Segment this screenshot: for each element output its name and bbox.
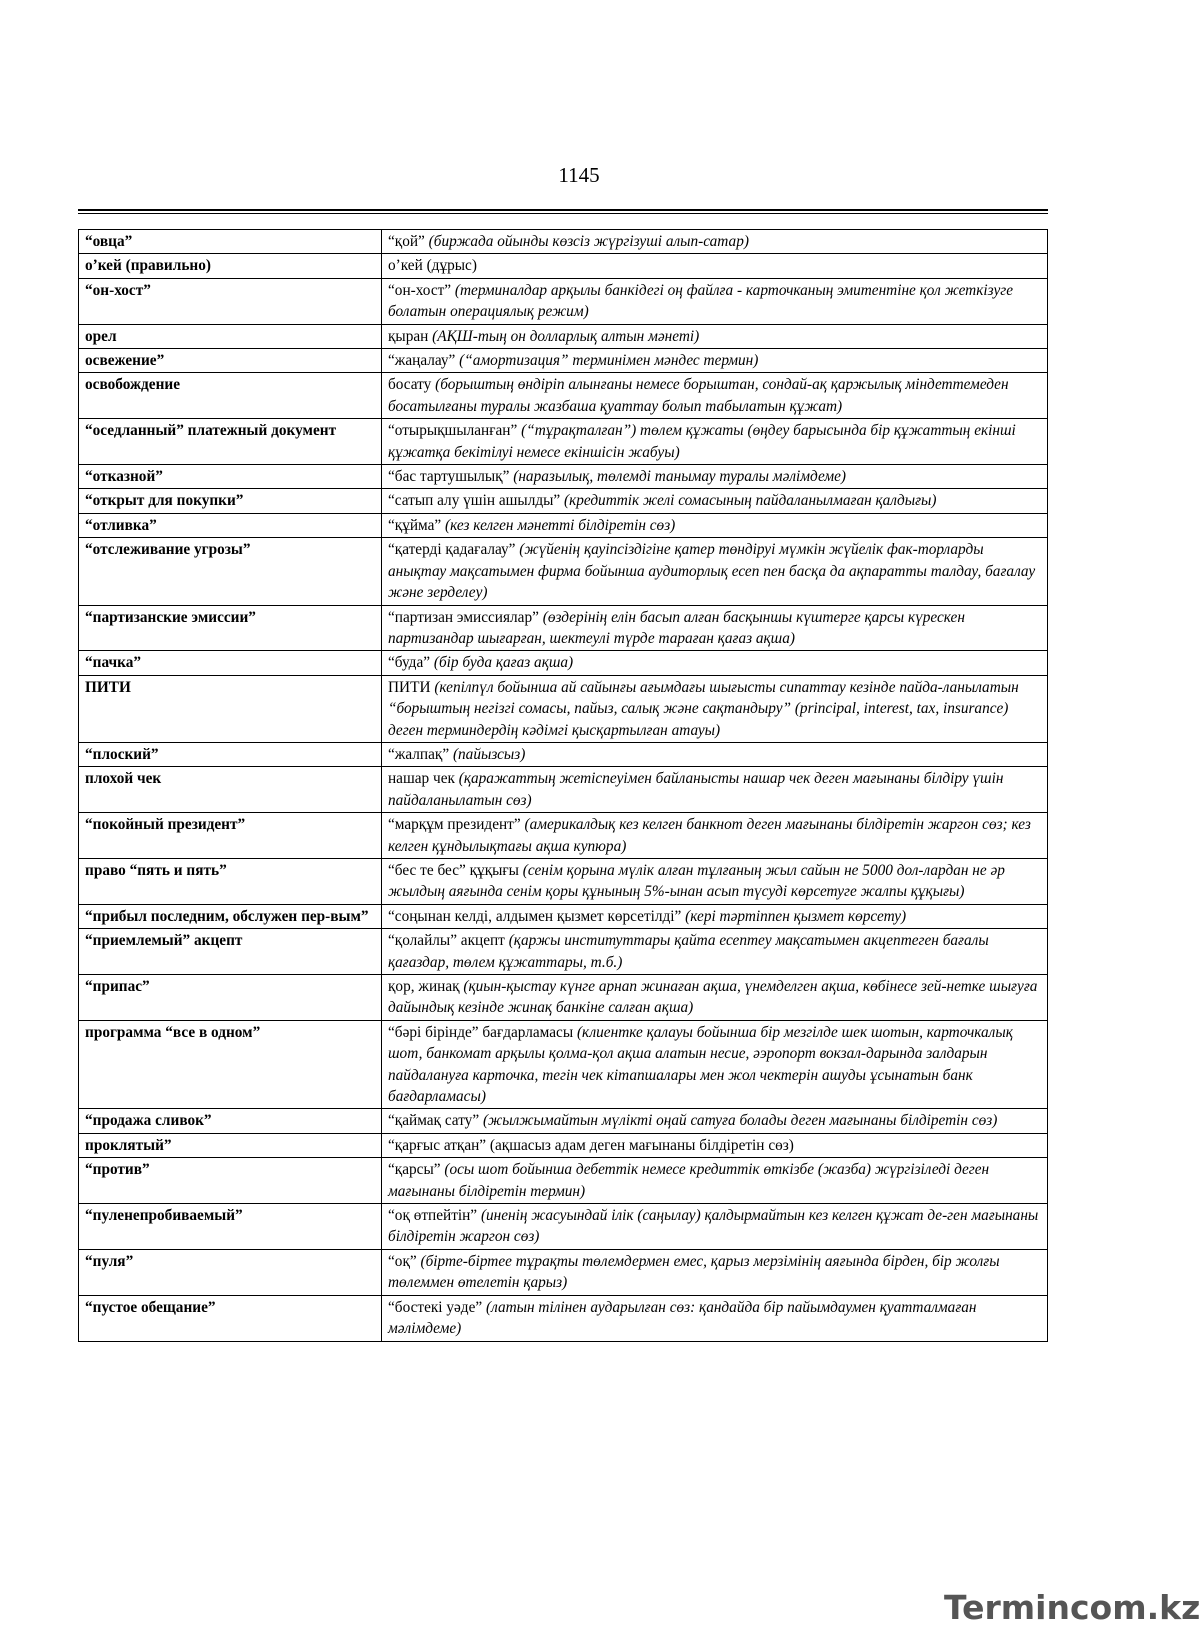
term-cell: “отказной” <box>79 465 382 489</box>
definition-plain: босату <box>388 376 436 394</box>
definition-plain: “қарғыс атқан” (ақшасыз адам деген мағынаны білдіретін сөз) <box>388 1136 794 1154</box>
table-row <box>79 651 1048 675</box>
definition-gloss: (наразылық, төлемді танымау туралы мәлімдеме) <box>513 468 847 486</box>
definition-gloss: (кез келген мәнетті білдіретін сөз) <box>445 516 676 534</box>
term-cell: ПИТИ <box>79 675 382 742</box>
table-row <box>79 373 1048 419</box>
definition-plain: “құйма” <box>388 516 446 534</box>
definition-cell <box>382 1158 1048 1204</box>
table-row <box>79 1020 1048 1109</box>
definition-gloss: (“тұрақталған”) төлем құжаты (өңдеу барысында бір құжаттың екінші құжатқа бекітілуі немесе екіншісін жабуы) <box>388 422 1016 461</box>
definition-cell <box>382 513 1048 537</box>
definition-plain: “қарсы” <box>388 1161 445 1179</box>
definition-plain: “соңынан келді, алдымен қызмет көрсетілді” <box>388 907 686 925</box>
term-cell: “открыт для покупки” <box>79 489 382 513</box>
table-row <box>79 1295 1048 1341</box>
table-row <box>79 230 1048 254</box>
definition-plain: “он-хост” <box>388 281 455 299</box>
page-number: 1145 <box>558 163 600 187</box>
definition-gloss: (осы шот бойынша дебеттік немесе кредиттік өткізбе (жазба) жүргізіледі деген мағынаны білдіретін термин) <box>388 1161 990 1200</box>
table-row <box>79 1158 1048 1204</box>
table-row <box>79 419 1048 465</box>
definition-plain: “бас тартушылық” <box>388 468 514 486</box>
table-row <box>79 349 1048 373</box>
header-rule-thin <box>78 213 1048 214</box>
table-row <box>79 975 1048 1021</box>
term-cell: “против” <box>79 1158 382 1204</box>
logo-text: Termincom.kz <box>944 1588 1200 1627</box>
definition-plain: “қой” <box>388 233 429 250</box>
definition-plain: “оқ өтпейтін” <box>388 1207 481 1225</box>
table-row <box>79 538 1048 605</box>
definition-cell <box>382 324 1048 348</box>
definition-gloss: (кепілпүл бойынша ай сайынғы ағымдағы шығысты сипаттау кезінде пайда-ланылатын “борыштың негізгі сомасы, пайыз, салық және сақтандыру” (principal, interest, tax, insurance) деген терминдердің кәдімгі қысқартылған атауы) <box>388 678 1019 739</box>
table-row <box>79 767 1048 813</box>
term-cell: “приемлемый” акцепт <box>79 929 382 975</box>
definition-gloss: (қаржы институттары қайта есептеу мақсатымен акцептеген бағалы қағаздар, төлем құжаттары, т.б.) <box>388 932 989 971</box>
definition-cell <box>382 419 1048 465</box>
definition-cell <box>382 1109 1048 1133</box>
definition-gloss: (өздерінің елін басып алған басқыншы күштерге қарсы күрескен партизандар шығарған, шектеулі түрде тараған қағаз ақша) <box>388 608 965 647</box>
term-cell: “прибыл последним, обслужен пер-вым” <box>79 904 382 928</box>
definition-plain: “қаймақ сату” <box>388 1112 483 1130</box>
definition-cell <box>382 813 1048 859</box>
definition-cell <box>382 1020 1048 1109</box>
table-row <box>79 904 1048 928</box>
definition-plain: ПИТИ <box>388 678 435 696</box>
term-cell: орел <box>79 324 382 348</box>
definition-gloss: (қаражаттың жетіспеуімен байланысты нашар чек деген мағынаны білдіру үшін пайдаланылатын сөз) <box>388 770 1004 809</box>
definition-plain: о’кей (дұрыс) <box>388 257 477 275</box>
term-cell: освобождение <box>79 373 382 419</box>
term-cell: плохой чек <box>79 767 382 813</box>
definition-plain: “жаңалау” <box>388 352 460 370</box>
definition-gloss: (америкалдық кез келген банкнот деген мағынаны білдіретін жаргон сөз; кез келген құндылықтағы ақша купюра) <box>388 816 1031 855</box>
term-cell: программа “все в одном” <box>79 1020 382 1109</box>
site-logo[interactable] <box>944 1588 1200 1628</box>
table-row <box>79 675 1048 742</box>
definition-gloss: (АҚШ-тың он долларлық алтын мәнеті) <box>432 327 700 345</box>
definition-cell <box>382 373 1048 419</box>
term-cell: “припас” <box>79 975 382 1021</box>
definition-gloss: (қиын-қыстау күнге арнап жинаған ақша, үнемделген ақша, көбінесе зей-нетке шығуға дайындық кезінде жинақ банкіне салған ақша) <box>388 978 1038 1017</box>
term-cell: “он-хост” <box>79 278 382 324</box>
definition-gloss: (жүйенің қауіпсіздігіне қатер төндіруі мүмкін жүйелік фак-торларды анықтау мақсатымен фирма бойынша аудиторлық есеп пен басқа да ақпаратты талдау, бағалау және зерделеу) <box>388 541 1036 602</box>
definition-plain: “партизан эмиссиялар” <box>388 608 543 626</box>
table-row <box>79 254 1048 278</box>
definition-gloss: (сенім қорына мүлік алған тұлғаның жыл сайын не 5000 дол-лардан не әр жылдың аяғында сенім қоры құнының 5%-ынан асып түсуді көрсетуге жалпы құқығы) <box>388 861 1005 901</box>
term-cell: “пачка” <box>79 651 382 675</box>
definition-gloss: (бірте-біртее тұрақты төлемдермен емес, қарыз мерзімінің аяғында бірден, бір жолғы төлеммен өтелетін қарыз) <box>388 1252 1000 1292</box>
definition-gloss: (латын тілінен аударылған сөз: қандайда бір пайымдаумен қуатталмаған мәлімдеме) <box>388 1298 977 1338</box>
term-cell: “отслеживание угрозы” <box>79 538 382 605</box>
definition-plain: “қолайлы” акцепт <box>388 932 509 950</box>
table-row <box>79 813 1048 859</box>
table-row <box>79 742 1048 766</box>
definition-gloss: (борыштың өндіріп алынғаны немесе борыштан, сондай-ақ қаржылық міндеттемеден босатылғаны туралы жазбаша қуаттау болып табылатын құжат) <box>388 376 1009 415</box>
definition-plain: “буда” <box>388 654 434 672</box>
definition-cell <box>382 651 1048 675</box>
definition-cell <box>382 1295 1048 1341</box>
definition-plain: “марқұм президент” <box>388 816 525 834</box>
definition-cell <box>382 605 1048 651</box>
definition-cell <box>382 858 1048 904</box>
definition-plain: “сатып алу үшін ашылды” <box>388 492 565 510</box>
table-row <box>79 465 1048 489</box>
table-row <box>79 1204 1048 1250</box>
term-cell: право “пять и пять” <box>79 858 382 904</box>
definition-gloss: (жылжымайтын мүлікті оңай сатуға болады деген мағынаны білдіретін сөз) <box>482 1112 998 1130</box>
term-cell: “пуленепробиваемый” <box>79 1204 382 1250</box>
term-cell: “продажа сливок” <box>79 1109 382 1133</box>
definition-gloss: (иненің жасуындай ілік (саңылау) қалдырмайтын кез келген құжат де-ген мағынаны білдіретін жаргон сөз) <box>388 1207 1039 1246</box>
term-cell: проклятый” <box>79 1133 382 1157</box>
term-cell: “овца” <box>79 230 382 254</box>
definition-gloss: (кері тәртіппен қызмет көрсету) <box>685 907 907 925</box>
definition-plain: “бәрі бірінде” бағдарламасы <box>388 1023 577 1041</box>
definition-cell <box>382 1204 1048 1250</box>
definition-gloss: (кредиттік желі сомасының пайдаланылмаған қалдығы) <box>564 492 937 510</box>
definition-cell <box>382 975 1048 1021</box>
definition-cell <box>382 538 1048 605</box>
definition-gloss: (пайызсыз) <box>452 745 526 763</box>
table-row <box>79 929 1048 975</box>
definition-plain: “жалпақ” <box>388 745 453 763</box>
definition-cell <box>382 1249 1048 1295</box>
term-cell: “оседланный” платежный документ <box>79 419 382 465</box>
table-row <box>79 513 1048 537</box>
definition-cell <box>382 489 1048 513</box>
term-cell: “партизанские эмиссии” <box>79 605 382 651</box>
definition-plain: “оқ” <box>388 1252 421 1270</box>
definition-gloss: (терминалдар арқылы банкідегі оң файлға - карточканың эмитентіне қол жеткізуге болатын операциялық режим) <box>388 281 1014 321</box>
definition-gloss: (“амортизация” терминімен мәндес термин) <box>459 352 759 370</box>
term-cell: освежение” <box>79 349 382 373</box>
term-cell: “плоский” <box>79 742 382 766</box>
definition-gloss: (клиентке қалауы бойынша бір мезгілде шек шотын, карточкалық шот, банкомат арқылы қолма-қол ақша алатын несие, әэропорт вокзал-дарында залдарын пайдалануға карточка, тегін чек кітапшалары мен жол чектерін ашуды ұсынатын банк бағдарламасы) <box>388 1023 1013 1106</box>
term-cell: “пуля” <box>79 1249 382 1295</box>
definition-cell <box>382 929 1048 975</box>
table-row <box>79 324 1048 348</box>
term-cell: “пустое обещание” <box>79 1295 382 1341</box>
definition-cell <box>382 742 1048 766</box>
term-cell: о’кей (правильно) <box>79 254 382 278</box>
table-row <box>79 1249 1048 1295</box>
definition-plain: нашар чек <box>388 770 459 788</box>
definition-plain: “бес те бес” құқығы <box>388 861 523 879</box>
definition-plain: “отырықшыланған” <box>388 422 522 440</box>
definition-plain: “қатерді қадағалау” <box>388 541 520 559</box>
term-cell: “отливка” <box>79 513 382 537</box>
glossary-table <box>78 229 1048 1342</box>
header-rule-thick <box>78 209 1048 211</box>
table-row <box>79 278 1048 324</box>
definition-cell <box>382 1133 1048 1157</box>
table-row <box>79 1133 1048 1157</box>
definition-cell <box>382 465 1048 489</box>
definition-plain: қыран <box>388 327 433 345</box>
table-row <box>79 605 1048 651</box>
definition-cell <box>382 230 1048 254</box>
glossary-body <box>79 230 1048 1342</box>
definition-plain: қор, жинақ <box>388 978 464 995</box>
term-cell: “покойный президент” <box>79 813 382 859</box>
table-row <box>79 489 1048 513</box>
table-row <box>79 1109 1048 1133</box>
definition-cell <box>382 675 1048 742</box>
definition-cell <box>382 254 1048 278</box>
definition-cell <box>382 767 1048 813</box>
table-row <box>79 858 1048 904</box>
definition-cell <box>382 278 1048 324</box>
definition-cell <box>382 904 1048 928</box>
definition-plain: “бостекі уәде” <box>388 1298 486 1316</box>
definition-cell <box>382 349 1048 373</box>
definition-gloss: (бір буда қағаз ақша) <box>433 654 574 672</box>
definition-gloss: (биржада ойынды көзсіз жүргізуші алып-сатар) <box>428 233 749 250</box>
